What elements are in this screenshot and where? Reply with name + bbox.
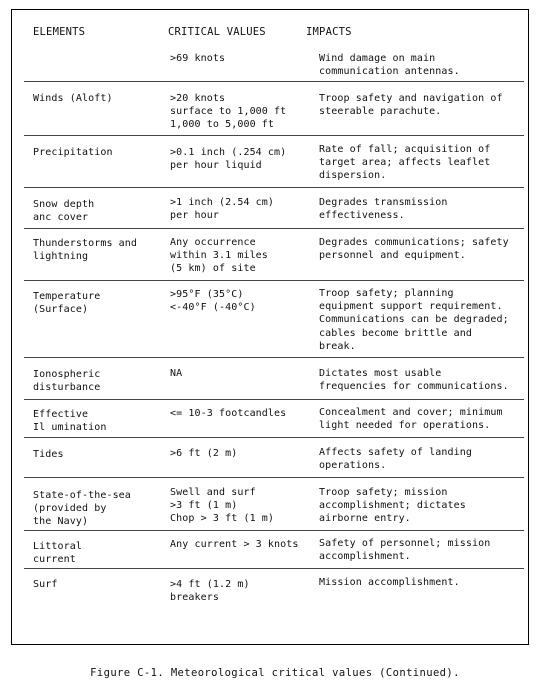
row-1-impact: Troop safety and navigation of steerable parachute. [319,93,503,118]
row-3-element: Snow depth anc cover [33,199,95,224]
row-divider [24,477,524,478]
row-7-impact: Concealment and cover; minimum light needed for operations. [319,407,503,432]
figure-caption: Figure C-1. Meteorological critical values (Continued). [90,667,460,679]
row-6-impact: Dictates most usable frequencies for communications. [319,368,509,393]
row-divider [24,568,524,569]
row-5-impact: Troop safety; planning equipment support requirement. Communications can be degraded; cables become brittle and break. [319,288,509,352]
row-6-value: NA [170,368,183,379]
row-3-value: >1 inch (2.54 cm) per hour [170,197,275,222]
row-divider [24,437,524,438]
row-11-value: >4 ft (1.2 m) breakers [170,579,250,604]
row-8-element: Tides [33,449,64,460]
row-7-value: <= 10-3 footcandles [170,408,287,419]
row-1-element: Winds (Aloft) [33,93,113,104]
header-critical-values: CRITICAL VALUES [168,26,266,38]
row-2-element: Precipitation [33,147,113,158]
row-divider [24,530,524,531]
row-divider [24,81,524,82]
row-5-value: >95°F (35°C) <-40°F (-40°C) [170,289,256,314]
row-divider [24,357,524,358]
row-11-element: Surf [33,579,58,590]
row-4-value: Any occurrence within 3.1 miles (5 km) of site [170,237,268,275]
row-3-impact: Degrades transmission effectiveness. [319,197,448,222]
row-9-value: Swell and surf >3 ft (1 m) Chop > 3 ft (1 m) [170,487,275,525]
row-10-value: Any current > 3 knots [170,539,299,550]
row-divider [24,280,524,281]
row-7-element: Effective Il umination [33,409,107,434]
row-8-value: >6 ft (2 m) [170,448,238,459]
row-10-element: Littoral current [33,541,82,566]
header-elements: ELEMENTS [33,26,86,38]
row-divider [24,135,524,136]
row-4-element: Thunderstorms and lightning [33,238,138,263]
row-divider [24,399,524,400]
row-11-impact: Mission accomplishment. [319,577,460,588]
header-impacts: IMPACTS [306,26,352,38]
row-6-element: Ionospheric disturbance [33,369,101,394]
row-4-impact: Degrades communications; safety personnel and equipment. [319,237,509,262]
row-0-value: >69 knots [170,53,226,64]
row-divider [24,187,524,188]
row-1-value: >20 knots surface to 1,000 ft 1,000 to 5,000 ft [170,93,287,131]
row-9-element: State-of-the-sea (provided by the Navy) [33,490,131,528]
row-2-value: >0.1 inch (.254 cm) per hour liquid [170,147,287,172]
row-0-impact: Wind damage on main communication antennas. [319,53,460,78]
row-10-impact: Safety of personnel; mission accomplishment. [319,538,491,563]
row-9-impact: Troop safety; mission accomplishment; dictates airborne entry. [319,487,466,525]
row-divider [24,228,524,229]
row-5-element: Temperature (Surface) [33,291,101,316]
row-2-impact: Rate of fall; acquisition of target area; affects leaflet dispersion. [319,144,491,182]
row-8-impact: Affects safety of landing operations. [319,447,473,472]
